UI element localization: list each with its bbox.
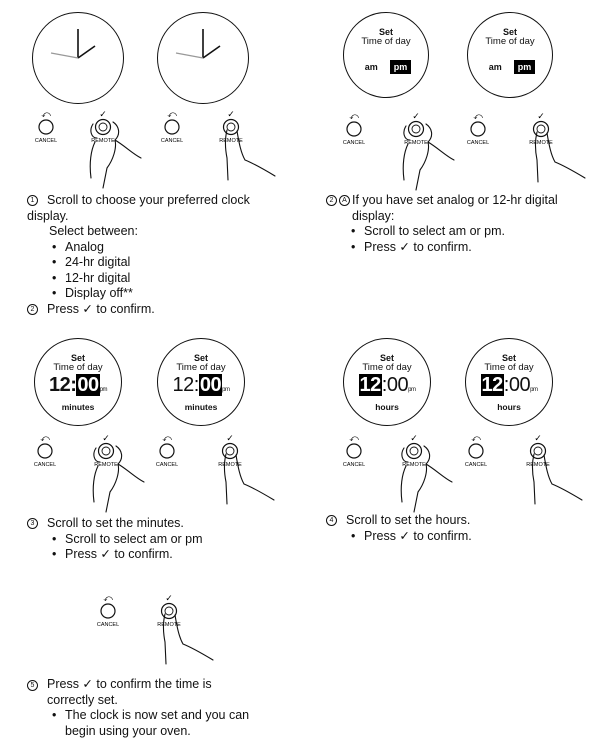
cancel-button-illustration bbox=[88, 592, 128, 642]
check-icon: ✓ bbox=[410, 434, 418, 444]
cancel-button-illustration bbox=[334, 110, 374, 160]
remote-knob-circle bbox=[162, 604, 177, 619]
cancel-button-circle bbox=[347, 444, 361, 458]
step-number-2: 2 bbox=[27, 304, 38, 315]
remote-label: REMOTE bbox=[218, 462, 242, 468]
option-24hr: • 24-hr digital bbox=[65, 255, 277, 271]
step-number-4: 4 bbox=[326, 515, 337, 526]
step-number-3: 3 bbox=[27, 518, 38, 529]
step-2a-text bbox=[326, 193, 588, 255]
remote-label: REMOTE bbox=[404, 140, 428, 146]
ampm-dial bbox=[467, 12, 553, 98]
remote-knob-with-hand-illustration bbox=[87, 108, 157, 198]
check-icon: ✓ bbox=[226, 434, 234, 444]
step-1-text bbox=[27, 193, 277, 317]
cancel-label: CANCEL bbox=[466, 140, 490, 146]
step-1-lead: Scroll to choose your preferred clock display. bbox=[27, 193, 250, 223]
cancel-button-circle bbox=[471, 122, 485, 136]
remote-label: REMOTE bbox=[219, 138, 243, 144]
remote-knob-circle bbox=[99, 444, 114, 459]
remote-knob-with-hand-illustration bbox=[525, 110, 595, 200]
ampm-selector bbox=[468, 60, 552, 74]
cancel-button-circle bbox=[160, 444, 174, 458]
remote-label: REMOTE bbox=[157, 622, 181, 628]
back-arrow-icon: ⤺ bbox=[167, 110, 177, 120]
hours-label: hours bbox=[375, 402, 399, 412]
remote-knob-circle bbox=[223, 444, 238, 459]
clock-hands-icon bbox=[158, 13, 248, 103]
remote-knob-with-hand-illustration bbox=[215, 108, 285, 198]
ampm-selector bbox=[344, 60, 428, 74]
cancel-label: CANCEL bbox=[160, 138, 184, 144]
cancel-button-circle bbox=[469, 444, 483, 458]
cancel-button-illustration bbox=[152, 108, 192, 158]
step-4-lead: Scroll to set the hours. bbox=[346, 513, 471, 527]
back-arrow-icon: ⤺ bbox=[40, 434, 50, 444]
dial-set-label: Set bbox=[70, 353, 85, 363]
cancel-label: CANCEL bbox=[34, 138, 58, 144]
time-readout: 12:00pm bbox=[48, 374, 107, 396]
remote-label: REMOTE bbox=[94, 462, 118, 468]
step-3-bullet: • Press ✓ to confirm. bbox=[65, 547, 287, 563]
step-3-bullet: • Scroll to select am or pm bbox=[65, 532, 287, 548]
step-number-5: 5 bbox=[27, 680, 38, 691]
dial-set-label: Set bbox=[502, 27, 517, 37]
back-arrow-icon: ⤺ bbox=[349, 434, 359, 444]
step-2a-lead: If you have set analog or 12-hr digital display: bbox=[352, 193, 558, 223]
dial-time-of-day-label: Time of day bbox=[176, 362, 226, 373]
time-readout: 12:00pm bbox=[359, 374, 416, 396]
cancel-button-illustration bbox=[456, 432, 496, 482]
cancel-button-circle bbox=[101, 604, 115, 618]
clock-hands-icon bbox=[33, 13, 123, 103]
minutes-label: minutes bbox=[184, 402, 218, 412]
hours-dial bbox=[465, 338, 553, 426]
step-letter-a: A bbox=[339, 195, 350, 206]
time-readout: 12:00pm bbox=[172, 374, 230, 396]
cancel-button-illustration bbox=[147, 432, 187, 482]
cancel-label: CANCEL bbox=[33, 462, 57, 468]
step-5-bullet: • The clock is now set and you can begin using your oven. bbox=[65, 708, 257, 739]
back-arrow-icon: ⤺ bbox=[349, 112, 359, 122]
cancel-button-circle bbox=[347, 122, 361, 136]
step-4-text bbox=[326, 513, 586, 544]
remote-knob-circle bbox=[531, 444, 546, 459]
back-arrow-icon: ⤺ bbox=[473, 112, 483, 122]
step-1-confirm: Press ✓ to confirm. bbox=[47, 301, 155, 316]
remote-knob-circle bbox=[534, 122, 549, 137]
step-3-text bbox=[27, 516, 287, 563]
remote-label: REMOTE bbox=[529, 140, 553, 146]
time-readout: 12:00pm bbox=[481, 374, 538, 396]
cancel-button-illustration bbox=[26, 108, 66, 158]
dial-set-label: Set bbox=[501, 353, 516, 363]
cancel-label: CANCEL bbox=[342, 462, 366, 468]
step-5-lead: Press ✓ to confirm the time is correctly set. bbox=[47, 677, 212, 707]
pm-option-selected: pm bbox=[390, 60, 412, 74]
step-number-2a: 2 bbox=[326, 195, 337, 206]
minutes-label: minutes bbox=[61, 402, 95, 412]
step-2a-bullet: • Scroll to select am or pm. bbox=[364, 224, 588, 240]
back-arrow-icon: ⤺ bbox=[103, 594, 113, 604]
step-number-1: 1 bbox=[27, 195, 38, 206]
check-icon: ✓ bbox=[165, 594, 173, 604]
option-analog: • Analog bbox=[65, 240, 277, 256]
check-icon: ✓ bbox=[412, 112, 420, 122]
back-arrow-icon: ⤺ bbox=[162, 434, 172, 444]
minutes-dial bbox=[34, 338, 122, 426]
dial-time-of-day-label: Time of day bbox=[484, 362, 534, 373]
hours-dial bbox=[343, 338, 431, 426]
cancel-label: CANCEL bbox=[96, 622, 120, 628]
am-option: am bbox=[488, 62, 502, 72]
back-arrow-icon: ⤺ bbox=[471, 434, 481, 444]
pm-option-selected: pm bbox=[514, 60, 536, 74]
remote-knob-with-hand-illustration bbox=[214, 432, 284, 522]
step-3-lead: Scroll to set the minutes. bbox=[47, 516, 184, 530]
am-option: am bbox=[364, 62, 378, 72]
remote-knob-circle bbox=[409, 122, 424, 137]
remote-knob-with-hand-illustration bbox=[522, 432, 592, 522]
remote-knob-circle bbox=[96, 120, 111, 135]
remote-label: REMOTE bbox=[526, 462, 550, 468]
step-1-sub: Select between: bbox=[49, 224, 138, 238]
dial-set-label: Set bbox=[378, 27, 393, 37]
back-arrow-icon: ⤺ bbox=[41, 110, 51, 120]
dial-time-of-day-label: Time of day bbox=[485, 36, 535, 47]
cancel-button-illustration bbox=[458, 110, 498, 160]
check-icon: ✓ bbox=[99, 110, 107, 120]
dial-time-of-day-label: Time of day bbox=[53, 362, 103, 373]
cancel-button-illustration bbox=[334, 432, 374, 482]
cancel-label: CANCEL bbox=[155, 462, 179, 468]
remote-label: REMOTE bbox=[91, 138, 115, 144]
analog-clock-dial bbox=[157, 12, 249, 104]
step-4-bullet: • Press ✓ to confirm. bbox=[364, 529, 586, 545]
check-icon: ✓ bbox=[537, 112, 545, 122]
cancel-button-circle bbox=[39, 120, 53, 134]
remote-knob-circle bbox=[407, 444, 422, 459]
minutes-dial bbox=[157, 338, 245, 426]
hours-label: hours bbox=[497, 402, 521, 412]
check-icon: ✓ bbox=[534, 434, 542, 444]
option-display-off: • Display off** bbox=[65, 286, 277, 302]
check-icon: ✓ bbox=[102, 434, 110, 444]
dial-time-of-day-label: Time of day bbox=[362, 362, 412, 373]
remote-label: REMOTE bbox=[402, 462, 426, 468]
ampm-dial bbox=[343, 12, 429, 98]
cancel-button-circle bbox=[165, 120, 179, 134]
step-2a-bullet: • Press ✓ to confirm. bbox=[364, 240, 588, 256]
step-5-text bbox=[27, 677, 257, 739]
option-12hr: • 12-hr digital bbox=[65, 271, 277, 287]
remote-knob-with-hand-illustration bbox=[153, 592, 223, 682]
display-options-list bbox=[49, 240, 277, 302]
dial-set-label: Set bbox=[379, 353, 394, 363]
cancel-button-illustration bbox=[25, 432, 65, 482]
check-icon: ✓ bbox=[227, 110, 235, 120]
analog-clock-dial bbox=[32, 12, 124, 104]
cancel-label: CANCEL bbox=[342, 140, 366, 146]
cancel-label: CANCEL bbox=[464, 462, 488, 468]
dial-time-of-day-label: Time of day bbox=[361, 36, 411, 47]
remote-knob-circle bbox=[224, 120, 239, 135]
dial-set-label: Set bbox=[193, 353, 208, 363]
cancel-button-circle bbox=[38, 444, 52, 458]
